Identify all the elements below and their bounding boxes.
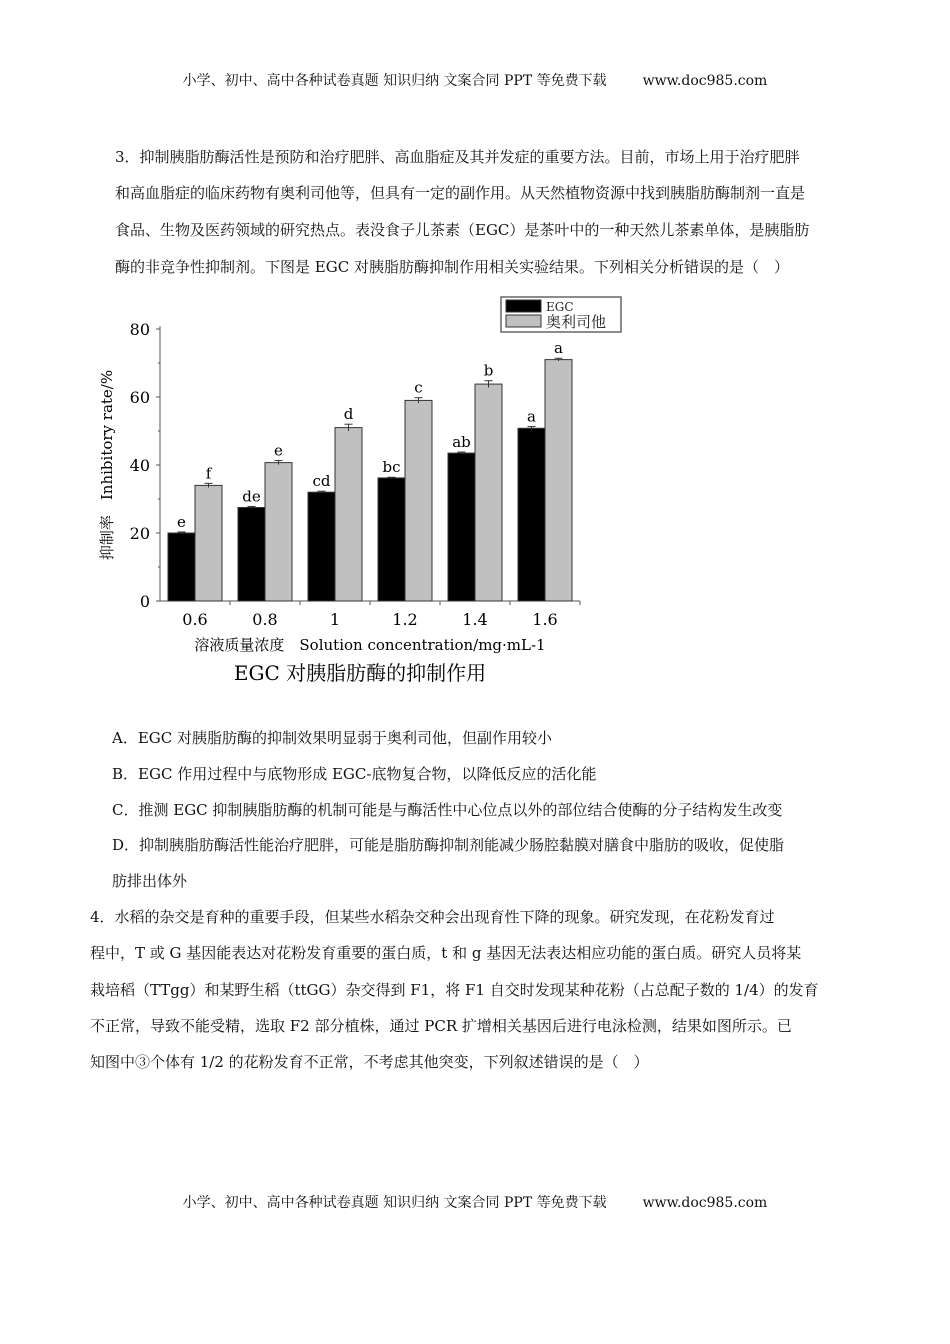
- option-c[interactable]: C．推测 EGC 抑制胰脂肪酶的机制可能是与酶活性中心位点以外的部位结合使酶的分子结构发生改变: [112, 801, 783, 819]
- significance-label: bc: [382, 458, 401, 477]
- inhibition-bar-chart: [90, 295, 630, 695]
- option-b[interactable]: B．EGC 作用过程中与底物形成 EGC-底物复合物，以降低反应的活化能: [112, 765, 597, 783]
- bar-orlistat: [545, 360, 572, 601]
- bar-orlistat: [405, 400, 432, 601]
- bar-egc: [448, 453, 475, 601]
- significance-label: c: [414, 378, 423, 397]
- q3-line: 和高血脂症的临床药物有奥利司他等，但具有一定的副作用。从天然植物资源中找到胰脂肪酶制剂一直是: [115, 184, 806, 202]
- q4-line: 4．水稻的杂交是育种的重要手段，但某些水稻杂交种会出现育性下降的现象。研究发现，在花粉发育过: [90, 908, 775, 926]
- header-text: 小学、初中、高中各种试卷真题 知识归纳 文案合同 PPT 等免费下载: [182, 73, 607, 89]
- y-axis-label: 抑制率 Inhibitory rate/%: [98, 369, 116, 561]
- significance-label: a: [554, 339, 563, 358]
- bar-egc: [378, 478, 405, 601]
- significance-label: f: [205, 464, 212, 483]
- q3-line: 酶的非竞争性抑制剂。下图是 EGC 对胰脂肪酶抑制作用相关实验结果。下列相关分析错误的是（ ）: [115, 258, 789, 276]
- x-axis-label: 溶液质量浓度 Solution concentration/mg·mL-1: [194, 636, 546, 654]
- option-d[interactable]: D．抑制胰脂肪酶活性能治疗肥胖，可能是脂肪酶抑制剂能减少肠腔黏膜对膳食中脂肪的吸收，促使脂: [112, 836, 785, 854]
- x-tick-label: 1.2: [392, 610, 418, 629]
- y-tick-label: 60: [129, 388, 150, 407]
- bar-orlistat: [195, 485, 222, 601]
- significance-label: ab: [452, 433, 471, 452]
- x-tick-label: 1.4: [462, 610, 488, 629]
- page-header: [0, 70, 950, 90]
- q4-line: 知图中③个体有 1/2 的花粉发育不正常，不考虑其他突变，下列叙述错误的是（ ）: [90, 1053, 649, 1071]
- bar-egc: [168, 533, 195, 601]
- y-tick-label: 20: [129, 524, 150, 543]
- bar-egc: [238, 508, 265, 602]
- bar-orlistat: [265, 463, 292, 601]
- y-tick-label: 80: [129, 320, 150, 339]
- significance-label: b: [483, 361, 494, 380]
- bar-orlistat: [475, 384, 502, 601]
- legend-label: EGC: [546, 300, 574, 314]
- legend-swatch: [506, 315, 541, 327]
- significance-label: e: [274, 441, 283, 460]
- option-a[interactable]: A．EGC 对胰脂肪酶的抑制效果明显弱于奥利司他，但副作用较小: [112, 729, 553, 747]
- y-tick-label: 0: [139, 592, 150, 611]
- significance-label: de: [242, 487, 261, 506]
- bar-orlistat: [335, 428, 362, 601]
- significance-label: a: [527, 407, 536, 426]
- q3-line: 食品、生物及医药领域的研究热点。表没食子儿茶素（EGC）是茶叶中的一种天然儿茶素单体，是胰脂肪: [115, 221, 810, 239]
- legend-label: 奥利司他: [546, 313, 607, 331]
- footer-link[interactable]: www.doc985.com: [642, 1195, 768, 1211]
- y-tick-label: 40: [129, 456, 150, 475]
- option-d-cont: 肪排出体外: [112, 872, 188, 890]
- header-link[interactable]: www.doc985.com: [642, 73, 768, 89]
- significance-label: d: [343, 405, 354, 424]
- significance-label: cd: [312, 472, 331, 491]
- footer-text: 小学、初中、高中各种试卷真题 知识归纳 文案合同 PPT 等免费下载: [182, 1195, 607, 1211]
- page-footer: [0, 1192, 950, 1212]
- bar-egc: [308, 492, 335, 601]
- bar-egc: [518, 428, 545, 601]
- significance-label: e: [177, 512, 186, 531]
- q4-line: 程中，T 或 G 基因能表达对花粉发育重要的蛋白质，t 和 g 基因无法表达相应功能的蛋白质。研究人员将某: [90, 944, 802, 962]
- q4-line: 栽培稻（TTgg）和某野生稻（ttGG）杂交得到 F1，将 F1 自交时发现某种花粉（占总配子数的 1/4）的发育: [90, 981, 819, 999]
- x-tick-label: 1: [329, 610, 341, 629]
- x-tick-label: 0.6: [182, 610, 208, 629]
- chart-title: EGC 对胰脂肪酶的抑制作用: [233, 661, 487, 685]
- q3-line: 3．抑制胰脂肪酶活性是预防和治疗肥胖、高血脂症及其并发症的重要方法。目前，市场上用于治疗肥胖: [115, 148, 800, 166]
- x-tick-label: 1.6: [532, 610, 558, 629]
- q4-line: 不正常，导致不能受精，选取 F2 部分植株，通过 PCR 扩增相关基因后进行电泳检测，结果如图所示。已: [90, 1017, 792, 1035]
- x-tick-label: 0.8: [252, 610, 278, 629]
- legend-swatch: [506, 300, 541, 312]
